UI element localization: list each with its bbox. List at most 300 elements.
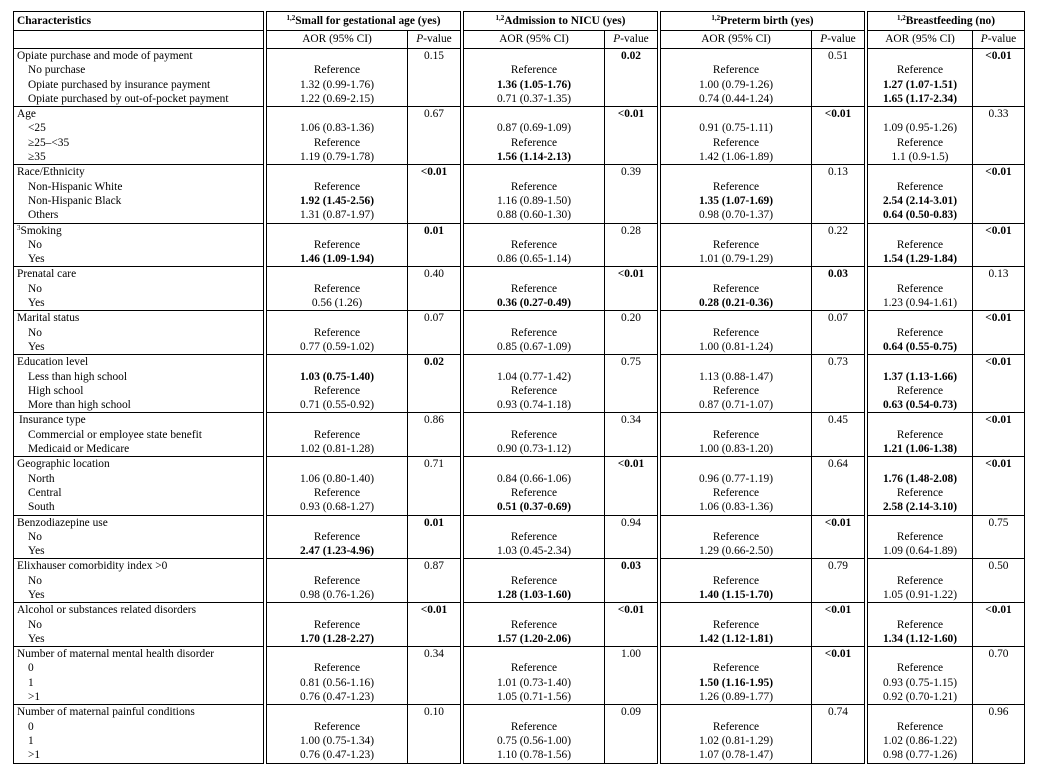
p-value-cell [812, 326, 865, 340]
aor-value: Reference [868, 530, 973, 544]
aor-value: 1.04 (0.77-1.42) [464, 370, 605, 384]
p-value-cell [408, 180, 461, 194]
p-value-cell: <0.01 [973, 165, 1025, 180]
p-value-cell [408, 574, 461, 588]
aor-value: Reference [464, 486, 605, 500]
aor-value: Reference [661, 136, 812, 150]
p-value-cell [812, 486, 865, 500]
p-value-cell [408, 442, 461, 457]
aor-value: 1.21 (1.06-1.38) [868, 442, 973, 457]
row-label: More than high school [14, 398, 264, 413]
row-label: Less than high school [14, 370, 264, 384]
row-label: Others [14, 208, 264, 223]
p-value-cell [408, 428, 461, 442]
p-value-cell [408, 472, 461, 486]
aor-cell [464, 165, 605, 180]
p-value-cell [973, 661, 1025, 675]
p-value-cell: 0.02 [605, 49, 658, 64]
table-row [14, 734, 1025, 748]
p-value-cell [408, 544, 461, 559]
row-label: Opiate purchased by insurance payment [14, 78, 264, 92]
p-value-cell: 0.02 [408, 355, 461, 370]
aor-value: Reference [868, 428, 973, 442]
p-value-cell [408, 690, 461, 705]
p-value-cell: <0.01 [973, 49, 1025, 64]
p-value-cell [408, 530, 461, 544]
row-label: Opiate purchased by out-of-pocket payment [14, 92, 264, 107]
p-value-cell [605, 398, 658, 413]
p-value-cell [408, 748, 461, 763]
p-value-cell [812, 676, 865, 690]
aor-cell [464, 603, 605, 618]
p-value-cell [812, 544, 865, 559]
aor-value: 0.76 (0.47-1.23) [267, 690, 408, 705]
group-title-row [14, 165, 1025, 180]
p-value-cell: <0.01 [973, 311, 1025, 326]
table-row [14, 472, 1025, 486]
p-value-cell [812, 500, 865, 515]
table-row [14, 486, 1025, 500]
p-value-cell [812, 618, 865, 632]
aor-cell [267, 647, 408, 662]
row-label: 0 [14, 720, 264, 734]
aor-value: 0.51 (0.37-0.69) [464, 500, 605, 515]
aor-value: 1.22 (0.69-2.15) [267, 92, 408, 107]
p-value-cell: <0.01 [605, 603, 658, 618]
aor-cell [868, 49, 973, 64]
aor-value: Reference [661, 282, 812, 296]
aor-value: 1.32 (0.99-1.76) [267, 78, 408, 92]
aor-value: 0.87 (0.69-1.09) [464, 121, 605, 135]
aor-value: Reference [267, 326, 408, 340]
aor-value: 0.98 (0.76-1.26) [267, 588, 408, 603]
p-value-cell [973, 384, 1025, 398]
p-value-cell [812, 296, 865, 311]
p-value-cell: <0.01 [605, 107, 658, 122]
p-value-cell: 0.15 [408, 49, 461, 64]
table-row [14, 500, 1025, 515]
p-value-cell: <0.01 [973, 223, 1025, 238]
group-title: Prenatal care [14, 267, 264, 282]
row-label: North [14, 472, 264, 486]
group-title-row [14, 705, 1025, 720]
aor-value: Reference [661, 326, 812, 340]
p-value-cell [812, 384, 865, 398]
aor-value: 1.37 (1.13-1.66) [868, 370, 973, 384]
p-value-cell [812, 150, 865, 165]
table-row [14, 326, 1025, 340]
outcome-header-sga: $^{1,2}$Small for gestational age (yes) [267, 12, 461, 31]
row-label: Central [14, 486, 264, 500]
aor-value: 1.09 (0.64-1.89) [868, 544, 973, 559]
p-value-cell [812, 472, 865, 486]
aor-cell [267, 223, 408, 238]
aor-value: Reference [868, 238, 973, 252]
p-value-cell [605, 618, 658, 632]
p-value-cell [408, 661, 461, 675]
p-value-cell: 0.01 [408, 223, 461, 238]
table-row [14, 136, 1025, 150]
p-value-cell [973, 180, 1025, 194]
row-label: Yes [14, 588, 264, 603]
p-value-cell: 0.07 [408, 311, 461, 326]
row-label: >1 [14, 748, 264, 763]
p-value-cell [973, 676, 1025, 690]
group-title: Marital status [14, 311, 264, 326]
p-value-cell [973, 150, 1025, 165]
row-label: No purchase [14, 63, 264, 77]
group-title: Geographic location [14, 457, 264, 472]
p-value-cell [973, 748, 1025, 763]
aor-value: Reference [267, 238, 408, 252]
aor-value: Reference [661, 63, 812, 77]
p-value-cell [812, 78, 865, 92]
aor-value: Reference [868, 136, 973, 150]
header-row-outcomes [14, 12, 1025, 31]
p-value-header: P-value [605, 31, 658, 49]
p-value-cell [605, 252, 658, 267]
p-value-cell: 0.79 [812, 559, 865, 574]
table-row [14, 398, 1025, 413]
p-value-cell [812, 282, 865, 296]
aor-cell [464, 49, 605, 64]
p-value-cell [408, 720, 461, 734]
p-value-cell [605, 78, 658, 92]
p-value-cell [605, 326, 658, 340]
aor-value: 1.65 (1.17-2.34) [868, 92, 973, 107]
aor-value: Reference [464, 136, 605, 150]
p-value-cell: 0.74 [812, 705, 865, 720]
table-row [14, 150, 1025, 165]
p-value-cell [812, 63, 865, 77]
p-value-cell: 0.28 [605, 223, 658, 238]
p-value-cell [605, 472, 658, 486]
row-label: Yes [14, 296, 264, 311]
p-value-cell [812, 428, 865, 442]
outcome-header-preterm: $^{1,2}$Preterm birth (yes) [661, 12, 865, 31]
aor-value: Reference [464, 63, 605, 77]
aor-value: Reference [267, 574, 408, 588]
aor-value: 0.98 (0.70-1.37) [661, 208, 812, 223]
aor-cell [868, 355, 973, 370]
aor-cell [868, 603, 973, 618]
group-title: Elixhauser comorbidity index >0 [14, 559, 264, 574]
p-value-cell [605, 282, 658, 296]
aor-value: 0.85 (0.67-1.09) [464, 340, 605, 355]
table-row [14, 370, 1025, 384]
aor-value: 0.71 (0.37-1.35) [464, 92, 605, 107]
aor-header: AOR (95% CI) [267, 31, 408, 49]
p-value-cell: <0.01 [605, 457, 658, 472]
aor-value: 0.88 (0.60-1.30) [464, 208, 605, 223]
p-value-cell [605, 92, 658, 107]
table-row [14, 574, 1025, 588]
aor-cell [661, 311, 812, 326]
p-value-cell [408, 136, 461, 150]
p-value-cell: 0.71 [408, 457, 461, 472]
aor-value: 1.07 (0.78-1.47) [661, 748, 812, 763]
p-value-cell: 0.39 [605, 165, 658, 180]
p-value-cell [605, 340, 658, 355]
p-value-cell [605, 121, 658, 135]
p-value-cell: 0.87 [408, 559, 461, 574]
aor-value: 1.31 (0.87-1.97) [267, 208, 408, 223]
p-value-cell [605, 530, 658, 544]
p-value-cell [408, 252, 461, 267]
p-value-cell [812, 690, 865, 705]
aor-value: Reference [868, 384, 973, 398]
group-title: Insurance type [14, 413, 264, 428]
p-value-cell [973, 370, 1025, 384]
p-value-cell [408, 370, 461, 384]
header-row-measures [14, 31, 1025, 49]
p-value-cell: <0.01 [408, 603, 461, 618]
aor-value: 0.63 (0.54-0.73) [868, 398, 973, 413]
aor-value: 1.28 (1.03-1.60) [464, 588, 605, 603]
row-label: No [14, 574, 264, 588]
aor-cell [464, 311, 605, 326]
aor-header: AOR (95% CI) [661, 31, 812, 49]
table-row [14, 748, 1025, 763]
aor-cell [868, 413, 973, 428]
aor-value: Reference [868, 618, 973, 632]
row-label: Yes [14, 252, 264, 267]
table-row [14, 384, 1025, 398]
table-row [14, 676, 1025, 690]
p-value-cell: 0.33 [973, 107, 1025, 122]
aor-value: Reference [464, 720, 605, 734]
aor-value: 1.56 (1.14-2.13) [464, 150, 605, 165]
p-value-cell: 1.00 [605, 647, 658, 662]
p-value-cell [973, 588, 1025, 603]
aor-value: 1.06 (0.83-1.36) [661, 500, 812, 515]
aor-cell [661, 515, 812, 530]
row-label: <25 [14, 121, 264, 135]
p-value-cell: 0.70 [973, 647, 1025, 662]
aor-value: 0.91 (0.75-1.11) [661, 121, 812, 135]
aor-value: 1.19 (0.79-1.78) [267, 150, 408, 165]
p-value-cell [973, 296, 1025, 311]
aor-value: Reference [267, 384, 408, 398]
p-value-header: P-value [973, 31, 1025, 49]
aor-value: Reference [464, 238, 605, 252]
p-value-cell [973, 544, 1025, 559]
table-row [14, 296, 1025, 311]
p-value-cell [973, 282, 1025, 296]
p-value-cell [605, 384, 658, 398]
table-row [14, 252, 1025, 267]
aor-cell [464, 457, 605, 472]
aor-value: Reference [868, 63, 973, 77]
aor-value: Reference [464, 326, 605, 340]
p-value-cell [973, 63, 1025, 77]
p-value-cell: 0.75 [973, 515, 1025, 530]
p-value-cell [812, 530, 865, 544]
aor-cell [868, 705, 973, 720]
aor-cell [868, 457, 973, 472]
aor-value: Reference [267, 618, 408, 632]
p-value-cell [973, 734, 1025, 748]
aor-value: Reference [661, 428, 812, 442]
table-row [14, 588, 1025, 603]
aor-cell [661, 603, 812, 618]
characteristics-subheader [14, 31, 264, 49]
aor-cell [267, 705, 408, 720]
p-value-cell [973, 632, 1025, 647]
aor-cell [868, 647, 973, 662]
table-row [14, 530, 1025, 544]
group-title-row [14, 267, 1025, 282]
aor-value: 1.50 (1.16-1.95) [661, 676, 812, 690]
aor-cell [267, 49, 408, 64]
aor-value: Reference [661, 720, 812, 734]
group-title: Age [14, 107, 264, 122]
p-value-cell [605, 544, 658, 559]
aor-value: Reference [267, 720, 408, 734]
aor-value: 0.77 (0.59-1.02) [267, 340, 408, 355]
characteristics-header: Characteristics [14, 12, 264, 31]
p-value-cell [973, 252, 1025, 267]
p-value-cell [605, 486, 658, 500]
table-row [14, 720, 1025, 734]
aor-value: Reference [661, 384, 812, 398]
aor-value: 1.02 (0.86-1.22) [868, 734, 973, 748]
aor-value: 0.93 (0.74-1.18) [464, 398, 605, 413]
aor-value: Reference [267, 530, 408, 544]
aor-value: Reference [868, 720, 973, 734]
aor-cell [661, 559, 812, 574]
p-value-cell [605, 428, 658, 442]
aor-value: Reference [868, 661, 973, 675]
p-value-cell [605, 720, 658, 734]
aor-cell [661, 705, 812, 720]
aor-value: 1.29 (0.66-2.50) [661, 544, 812, 559]
p-value-cell: 0.10 [408, 705, 461, 720]
aor-value: 1.06 (0.83-1.36) [267, 121, 408, 135]
p-value-cell [812, 208, 865, 223]
p-value-cell [605, 63, 658, 77]
p-value-cell [973, 720, 1025, 734]
aor-value: Reference [267, 486, 408, 500]
aor-value: 0.96 (0.77-1.19) [661, 472, 812, 486]
p-value-cell [973, 326, 1025, 340]
p-value-cell: 0.51 [812, 49, 865, 64]
aor-cell [661, 457, 812, 472]
p-value-cell [408, 632, 461, 647]
p-value-cell [605, 296, 658, 311]
p-value-cell [408, 326, 461, 340]
aor-value: Reference [661, 486, 812, 500]
p-value-cell: 0.22 [812, 223, 865, 238]
table-body [14, 12, 1025, 764]
p-value-cell [408, 734, 461, 748]
aor-header: AOR (95% CI) [464, 31, 605, 49]
p-value-cell [812, 734, 865, 748]
aor-value: 1.05 (0.71-1.56) [464, 690, 605, 705]
aor-cell [868, 515, 973, 530]
p-value-cell: <0.01 [812, 107, 865, 122]
table-row [14, 194, 1025, 208]
p-value-cell [812, 121, 865, 135]
aor-cell [868, 311, 973, 326]
p-value-cell [605, 588, 658, 603]
aor-value: 1.23 (0.94-1.61) [868, 296, 973, 311]
row-label: 0 [14, 661, 264, 675]
aor-value: Reference [464, 384, 605, 398]
aor-value: 1.06 (0.80-1.40) [267, 472, 408, 486]
p-value-cell [605, 632, 658, 647]
table-row [14, 618, 1025, 632]
aor-cell [464, 647, 605, 662]
aor-cell [464, 515, 605, 530]
aor-value: Reference [661, 574, 812, 588]
p-value-cell: 0.96 [973, 705, 1025, 720]
aor-cell [267, 413, 408, 428]
p-value-cell [605, 136, 658, 150]
aor-cell [464, 705, 605, 720]
p-value-cell: 0.67 [408, 107, 461, 122]
aor-cell [868, 107, 973, 122]
p-value-cell [973, 530, 1025, 544]
table-row [14, 442, 1025, 457]
p-value-cell [408, 121, 461, 135]
table-row [14, 208, 1025, 223]
aor-value: 0.28 (0.21-0.36) [661, 296, 812, 311]
p-value-cell [973, 574, 1025, 588]
row-label: High school [14, 384, 264, 398]
aor-value: Reference [267, 661, 408, 675]
p-value-cell [973, 121, 1025, 135]
row-label: South [14, 500, 264, 515]
aor-value: Reference [267, 63, 408, 77]
p-value-cell [973, 238, 1025, 252]
row-label: No [14, 282, 264, 296]
p-value-cell [812, 340, 865, 355]
table-row [14, 78, 1025, 92]
aor-cell [464, 107, 605, 122]
aor-value: 1.00 (0.83-1.20) [661, 442, 812, 457]
aor-value: 1.35 (1.07-1.69) [661, 194, 812, 208]
p-value-cell [812, 588, 865, 603]
aor-value: 0.64 (0.50-0.83) [868, 208, 973, 223]
p-value-cell: 0.75 [605, 355, 658, 370]
p-value-cell [812, 442, 865, 457]
aor-cell [661, 49, 812, 64]
p-value-cell: 0.03 [605, 559, 658, 574]
aor-value: 2.54 (2.14-3.01) [868, 194, 973, 208]
group-title-row [14, 49, 1025, 64]
group-title-row [14, 223, 1025, 238]
p-value-cell: 0.34 [605, 413, 658, 428]
aor-value: Reference [661, 238, 812, 252]
aor-value: Reference [464, 530, 605, 544]
p-value-cell [973, 78, 1025, 92]
p-value-cell: 0.03 [812, 267, 865, 282]
group-title: Education level [14, 355, 264, 370]
row-label: No [14, 326, 264, 340]
table-row [14, 238, 1025, 252]
p-value-cell: 0.50 [973, 559, 1025, 574]
group-title: Number of maternal painful conditions [14, 705, 264, 720]
p-value-cell: <0.01 [812, 647, 865, 662]
aor-cell [464, 559, 605, 574]
p-value-cell [605, 194, 658, 208]
group-title-row [14, 311, 1025, 326]
aor-value: Reference [464, 180, 605, 194]
aor-value: 0.74 (0.44-1.24) [661, 92, 812, 107]
p-value-cell: <0.01 [605, 267, 658, 282]
p-value-cell [605, 734, 658, 748]
